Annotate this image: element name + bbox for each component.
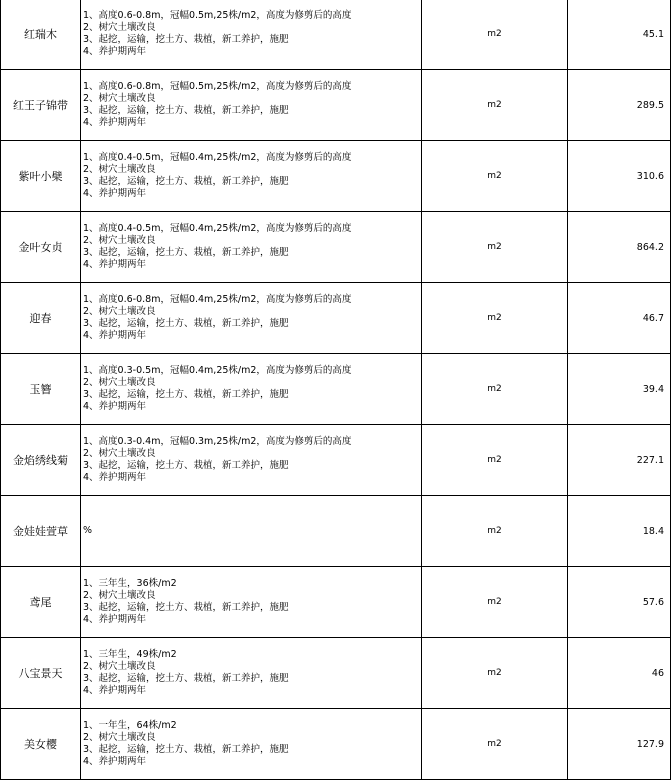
spec-line: 3、起挖，运输，挖土方、栽植，新工养护，施肥 [83, 744, 289, 755]
unit-cell: m2 [422, 496, 568, 567]
spec-line: 4、养护期两年 [83, 756, 147, 767]
spec-line: 1、高度0.6-0.8m，冠幅0.4m,25株/m2，高度为修剪后的高度 [83, 294, 352, 305]
unit-cell: m2 [422, 354, 568, 425]
spec-line: 4、养护期两年 [83, 614, 147, 625]
unit-cell: m2 [422, 709, 568, 780]
quantity-cell: 46 [568, 638, 671, 709]
table-row [1, 709, 671, 780]
table-row [1, 212, 671, 283]
spec-line: 1、高度0.4-0.5m，冠幅0.4m,25株/m2，高度为修剪后的高度 [83, 223, 352, 234]
spec-description-cell [81, 425, 422, 496]
spec-description-cell [81, 283, 422, 354]
spec-description-cell [81, 0, 422, 70]
plant-name-cell: 紫叶小檗 [1, 141, 81, 212]
spec-description-cell [81, 212, 422, 283]
plant-name-cell: 金焰绣线菊 [1, 425, 81, 496]
spec-description-cell [81, 496, 422, 567]
spec-line: 4、养护期两年 [83, 472, 147, 483]
plant-name-cell: 迎春 [1, 283, 81, 354]
spec-line: 3、起挖，运输，挖土方、栽植，新工养护，施肥 [83, 105, 289, 116]
table-row [1, 354, 671, 425]
unit-cell: m2 [422, 567, 568, 638]
spec-line: 2、树穴土壤改良 [83, 661, 156, 672]
spec-line: 2、树穴土壤改良 [83, 164, 156, 175]
spec-line: 2、树穴土壤改良 [83, 448, 156, 459]
plant-name-cell: 八宝景天 [1, 638, 81, 709]
spec-description-cell [81, 354, 422, 425]
spec-line: 3、起挖，运输，挖土方、栽植，新工养护，施肥 [83, 602, 289, 613]
quantity-cell: 864.2 [568, 212, 671, 283]
plant-name-cell: 红王子锦带 [1, 70, 81, 141]
spec-line: 4、养护期两年 [83, 685, 147, 696]
plant-name-cell: 鸢尾 [1, 567, 81, 638]
spec-line: 3、起挖，运输，挖土方、栽植，新工养护，施肥 [83, 176, 289, 187]
spec-line: 4、养护期两年 [83, 117, 147, 128]
plant-name-cell: 红瑞木 [1, 0, 81, 70]
table-row [1, 283, 671, 354]
quantity-cell: 46.7 [568, 283, 671, 354]
quantity-cell: 127.9 [568, 709, 671, 780]
quantity-cell: 45.1 [568, 0, 671, 70]
spec-line: 1、高度0.6-0.8m，冠幅0.5m,25株/m2，高度为修剪后的高度 [83, 10, 352, 21]
unit-cell: m2 [422, 141, 568, 212]
spec-line: 3、起挖，运输，挖土方、栽植，新工养护，施肥 [83, 34, 289, 45]
spec-line: 2、树穴土壤改良 [83, 22, 156, 33]
spec-line: 2、树穴土壤改良 [83, 377, 156, 388]
spec-line: 1、高度0.3-0.5m，冠幅0.4m,25株/m2，高度为修剪后的高度 [83, 365, 352, 376]
spec-line: 3、起挖，运输，挖土方、栽植，新工养护，施肥 [83, 389, 289, 400]
unit-cell: m2 [422, 425, 568, 496]
unit-cell: m2 [422, 0, 568, 70]
spec-line: 1、三年生，49株/m2 [83, 649, 177, 660]
spec-line: 2、树穴土壤改良 [83, 306, 156, 317]
spec-line: 4、养护期两年 [83, 46, 147, 57]
spec-line: 2、树穴土壤改良 [83, 235, 156, 246]
table-row [1, 141, 671, 212]
quantity-cell: 39.4 [568, 354, 671, 425]
spec-line: % [83, 525, 93, 536]
spec-description-cell [81, 141, 422, 212]
quantity-cell: 227.1 [568, 425, 671, 496]
spec-line: 1、高度0.3-0.4m，冠幅0.3m,25株/m2，高度为修剪后的高度 [83, 436, 352, 447]
spec-line: 1、高度0.6-0.8m，冠幅0.5m,25株/m2，高度为修剪后的高度 [83, 81, 352, 92]
table-row [1, 425, 671, 496]
spec-line: 3、起挖，运输，挖土方、栽植，新工养护，施肥 [83, 318, 289, 329]
plant-name-cell: 玉簪 [1, 354, 81, 425]
quantity-cell: 18.4 [568, 496, 671, 567]
spec-line: 1、三年生，36株/m2 [83, 578, 177, 589]
spec-line: 2、树穴土壤改良 [83, 93, 156, 104]
unit-cell: m2 [422, 283, 568, 354]
unit-cell: m2 [422, 70, 568, 141]
spec-line: 4、养护期两年 [83, 188, 147, 199]
table-row [1, 70, 671, 141]
spec-line: 2、树穴土壤改良 [83, 732, 156, 743]
spec-description-cell [81, 638, 422, 709]
quantity-cell: 57.6 [568, 567, 671, 638]
spec-line: 1、一年生，64株/m2 [83, 720, 177, 731]
spec-line: 1、高度0.4-0.5m，冠幅0.4m,25株/m2，高度为修剪后的高度 [83, 152, 352, 163]
plant-name-cell: 金娃娃萱草 [1, 496, 81, 567]
table-row [1, 0, 671, 70]
spec-description-cell [81, 567, 422, 638]
plant-name-cell: 金叶女贞 [1, 212, 81, 283]
spec-line: 2、树穴土壤改良 [83, 590, 156, 601]
spec-line: 4、养护期两年 [83, 401, 147, 412]
table-row [1, 638, 671, 709]
unit-cell: m2 [422, 638, 568, 709]
spec-line: 3、起挖，运输，挖土方、栽植，新工养护，施肥 [83, 673, 289, 684]
table-body [1, 0, 671, 780]
quantity-cell: 289.5 [568, 70, 671, 141]
plant-name-cell: 美女樱 [1, 709, 81, 780]
spec-description-cell [81, 70, 422, 141]
unit-cell: m2 [422, 212, 568, 283]
spec-description-cell [81, 709, 422, 780]
spec-line: 3、起挖，运输，挖土方、栽植，新工养护，施肥 [83, 460, 289, 471]
quantity-cell: 310.6 [568, 141, 671, 212]
table-row [1, 567, 671, 638]
table-row [1, 496, 671, 567]
spec-line: 4、养护期两年 [83, 330, 147, 341]
spec-line: 4、养护期两年 [83, 259, 147, 270]
spec-line: 3、起挖，运输，挖土方、栽植，新工养护，施肥 [83, 247, 289, 258]
